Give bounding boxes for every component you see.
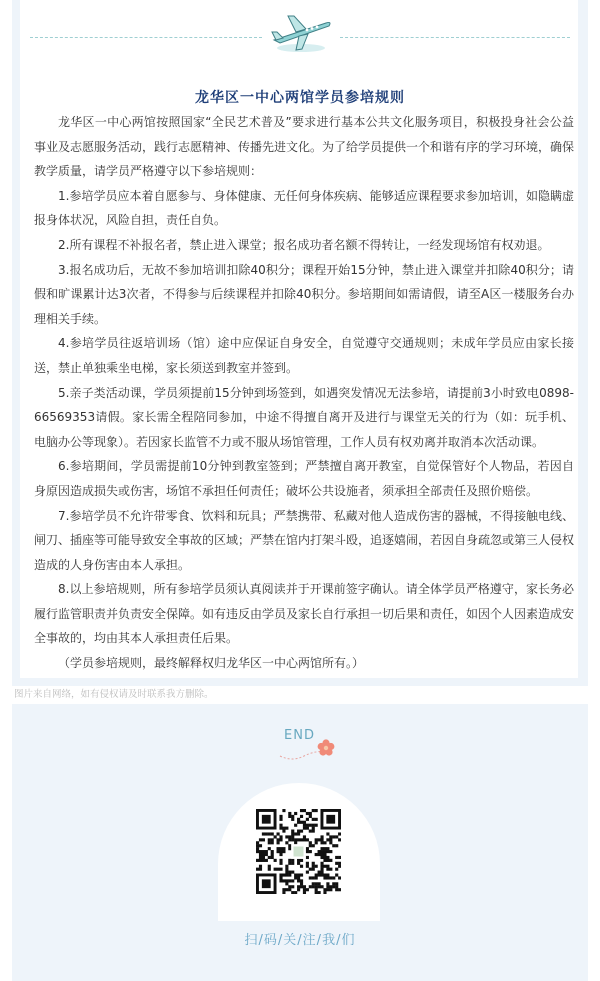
- closing-note-paragraph: （学员参培规则，最终解释权归龙华区一中心两馆所有。）: [58, 656, 365, 671]
- document-title: 龙华区一中心两馆学员参培规则: [195, 90, 405, 106]
- scan-follow-label: 扫/码/关/注/我/们: [244, 933, 356, 948]
- rule-2-paragraph: 2.所有课程不补报名者，禁止进入课堂；报名成功者名额不得转让，一经发现场馆有权劝退。: [58, 237, 550, 252]
- header-divider-left: [30, 37, 262, 38]
- rule-5-paragraph: 5.亲子类活动课，学员须提前15分钟到场签到，如遇突发情况无法参培，请提前3小时致电0898-66569353请假。家长需全程陪同参加，中途不得擅自离开及进行与课堂无关的行为（如：玩手机、电脑办公等现象）。若因家长监管不力或不服从场馆管理，工作人员有权劝离并取消本次活动课。: [34, 385, 574, 449]
- document-body: [34, 110, 574, 676]
- qr-code-icon: [256, 809, 341, 894]
- rule-6-paragraph: 6.参培期间，学员需提前10分钟到教室签到；严禁擅自离开教室，自觉保管好个人物品，若因自身原因造成损失或伤害，场馆不承担任何责任；破坏公共设施者，须承担全部责任及照价赔偿。: [34, 459, 574, 498]
- intro-paragraph: 龙华区一中心两馆按照国家“全民艺术普及”要求进行基本公共文化服务项目，积极投身社会公益事业及志愿服务活动，践行志愿精神、传播先进文化。为了给学员提供一个和谐有序的学习环境，确保教学质量，请学员严格遵守以下参培规则：: [34, 115, 575, 179]
- airplane-icon: [266, 10, 336, 60]
- header-divider-right: [340, 37, 570, 38]
- end-label: END: [284, 728, 315, 743]
- rule-3-paragraph: 3.报名成功后，无故不参加培训扣除40积分；课程开始15分钟，禁止进入课堂并扣除40积分；请假和旷课累计达3次者，不得参与后续课程并扣除40积分。参培期间如需请假，请至A区一楼服务台办理相关手续。: [34, 262, 574, 326]
- image-credit-note: 图片来自网络，如有侵权请及时联系我方删除。: [14, 689, 214, 700]
- rule-4-paragraph: 4.参培学员往返培训场（馆）途中应保证自身安全，自觉遵守交通规则；未成年学员应由家长接送，禁止单独乘坐电梯，家长须送到教室并签到。: [34, 336, 574, 375]
- qr-code-image[interactable]: [256, 809, 341, 894]
- rule-8-paragraph: 8.以上参培规则，所有参培学员须认真阅读并于开课前签字确认。请全体学员严格遵守，家长务必履行监管职责并负责安全保障。如有违反由学员及家长自行承担一切后果和责任，如因个人因素造成安全事故的，均由其本人承担责任后果。: [34, 582, 575, 646]
- rule-7-paragraph: 7.参培学员不允许带零食、饮料和玩具；严禁携带、私藏对他人造成伤害的器械，不得接触电线、闸刀、插座等可能导致安全事故的区域；严禁在馆内打架斗殴，追逐嬉闹，若因自身疏忽或第三人侵权造成的人身伤害由本人承担。: [34, 508, 575, 572]
- rule-1-paragraph: 1.参培学员应本着自愿参与、身体健康、无任何身体疾病、能够适应课程要求参加培训，如隐瞒虚报身体状况，风险自担，责任自负。: [34, 188, 574, 228]
